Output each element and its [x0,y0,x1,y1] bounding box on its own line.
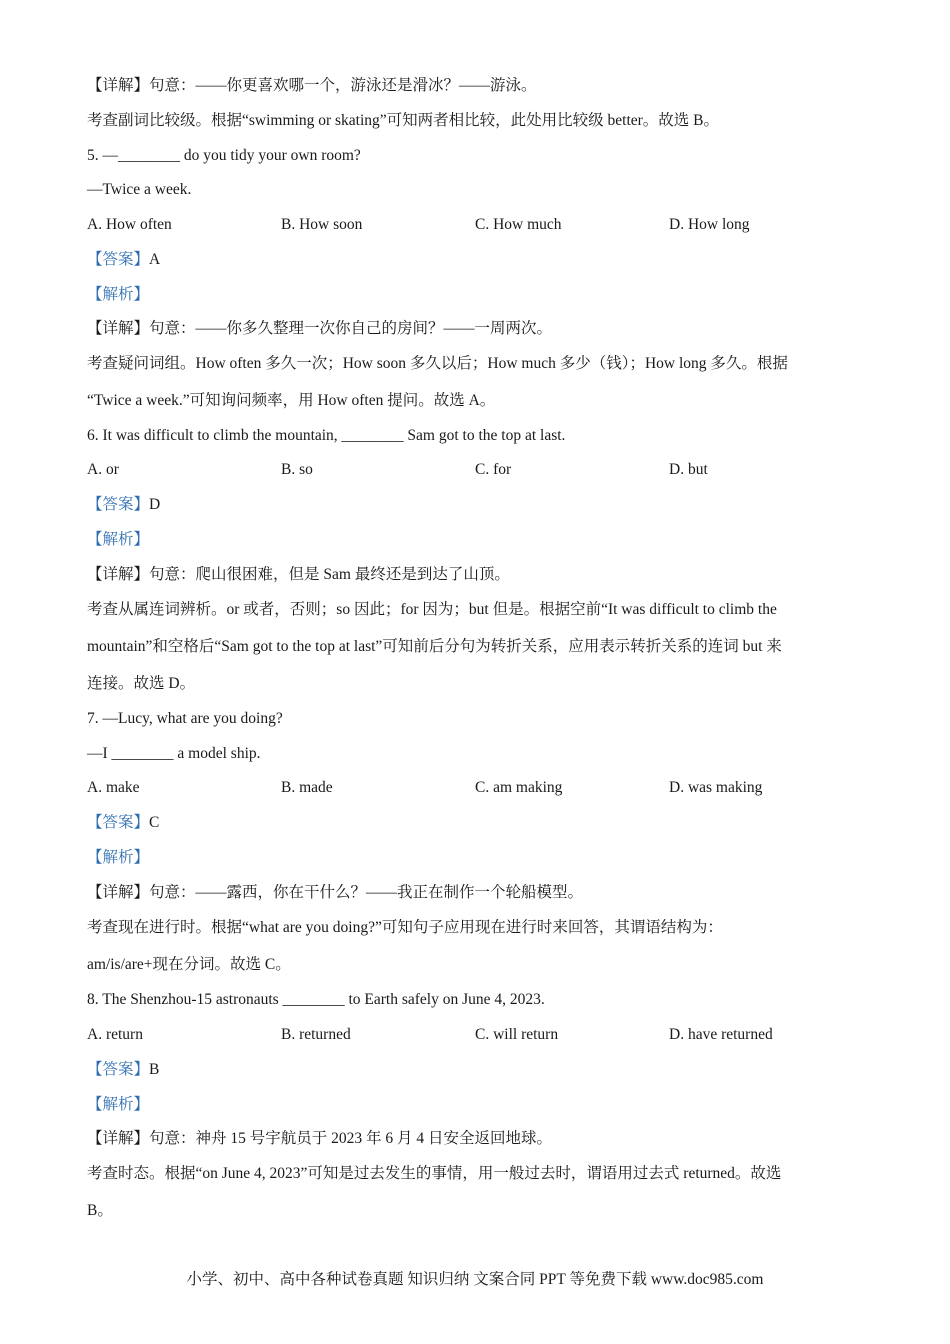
q5-reply: —Twice a week. [87,181,192,198]
q6-answer: D [149,496,161,513]
q4-detail-line [87,76,537,96]
q5-option-c: C. How much [475,216,562,233]
answer-tag: 【答案】 [87,814,150,831]
q6-detail-line [87,565,510,585]
q8-analysis-tag: 【解析】 [87,1096,150,1113]
q7-stem: 7. —Lucy, what are you doing? [87,710,283,727]
q8-explain-1: 考查时态。根据“on June 4, 2023”可知是过去发生的事情，用一般过去时，谓语用过去式 returned。故选 [87,1165,782,1182]
q5-option-a: A. How often [87,216,172,233]
q5-answer-line [87,250,160,270]
q8-detail: 句意：神舟 15 号宇航员于 2023 年 6 月 4 日安全返回地球。 [149,1130,553,1147]
q6-option-c: C. for [475,461,512,478]
detail-tag: 【详解】 [87,884,150,901]
detail-tag: 【详解】 [87,320,150,337]
q5-explain-1: 考查疑问词组。How often 多久一次；How soon 多久以后；How much 多少（钱）；How long 多久。根据 [87,355,788,372]
answer-tag: 【答案】 [87,251,150,268]
q6-option-d: D. but [669,461,708,478]
q6-explain-3: 连接。故选 D。 [87,675,196,692]
q4-explain: 考查副词比较级。根据“swimming or skating”可知两者相比较，此处用比较级 better。故选 B。 [87,112,720,129]
q7-option-c: C. am making [475,779,563,796]
q7-explain-2: am/is/are+现在分词。故选 C。 [87,956,291,973]
q8-option-a: A. return [87,1026,143,1043]
q8-detail-line [87,1129,552,1149]
q6-detail: 句意：爬山很困难，但是 Sam 最终还是到达了山顶。 [149,566,510,583]
q6-explain-1: 考查从属连词辨析。or 或者，否则；so 因此；for 因为；but 但是。根据空前“It was difficult to climb the [87,601,777,618]
q5-option-b: B. How soon [281,216,363,233]
q7-explain-1: 考查现在进行时。根据“what are you doing?”可知句子应用现在进行时来回答，其谓语结构为： [87,919,723,936]
q5-stem: 5. —________ do you tidy your own room? [87,147,361,164]
q7-analysis-tag: 【解析】 [87,849,150,866]
q6-explain-2: mountain”和空格后“Sam got to the top at last”可知前后分句为转折关系，应用表示转折关系的连词 but 来 [87,638,782,655]
q8-answer-line [87,1060,159,1080]
detail-tag: 【详解】 [87,1130,150,1147]
q8-option-d: D. have returned [669,1026,773,1043]
answer-tag: 【答案】 [87,1061,150,1078]
q7-option-b: B. made [281,779,333,796]
q7-answer-line [87,813,159,833]
page-footer: 小学、初中、高中各种试卷真题 知识归纳 文案合同 PPT 等免费下载 www.doc985.com [186,1271,764,1288]
detail-tag: 【详解】 [87,566,150,583]
q7-option-d: D. was making [669,779,763,796]
q8-option-b: B. returned [281,1026,351,1043]
q7-reply: —I ________ a model ship. [87,745,261,762]
q6-answer-line [87,495,160,515]
q5-option-d: D. How long [669,216,750,233]
q5-answer: A [149,251,161,268]
detail-tag: 【详解】 [87,77,150,94]
q7-detail: 句意：——露西，你在干什么？——我正在制作一个轮船模型。 [149,884,584,901]
q8-answer: B [149,1061,160,1078]
q7-option-a: A. make [87,779,140,796]
q8-stem: 8. The Shenzhou-15 astronauts ________ to Earth safely on June 4, 2023. [87,991,545,1008]
q6-option-b: B. so [281,461,313,478]
q8-option-c: C. will return [475,1026,559,1043]
q7-answer: C [149,814,160,831]
answer-tag: 【答案】 [87,496,150,513]
q7-detail-line [87,883,583,903]
q4-detail: 句意：——你更喜欢哪一个，游泳还是滑冰？——游泳。 [149,77,537,94]
q5-analysis-tag: 【解析】 [87,286,150,303]
q5-detail: 句意：——你多久整理一次你自己的房间？——一周两次。 [149,320,553,337]
q5-detail-line [87,319,552,339]
q6-analysis-tag: 【解析】 [87,531,150,548]
q6-stem: 6. It was difficult to climb the mountain, ________ Sam got to the top at last. [87,427,566,444]
q8-explain-2: B。 [87,1202,113,1219]
q6-option-a: A. or [87,461,119,478]
q5-explain-2: “Twice a week.”可知询问频率，用 How often 提问。故选 A。 [87,392,496,409]
